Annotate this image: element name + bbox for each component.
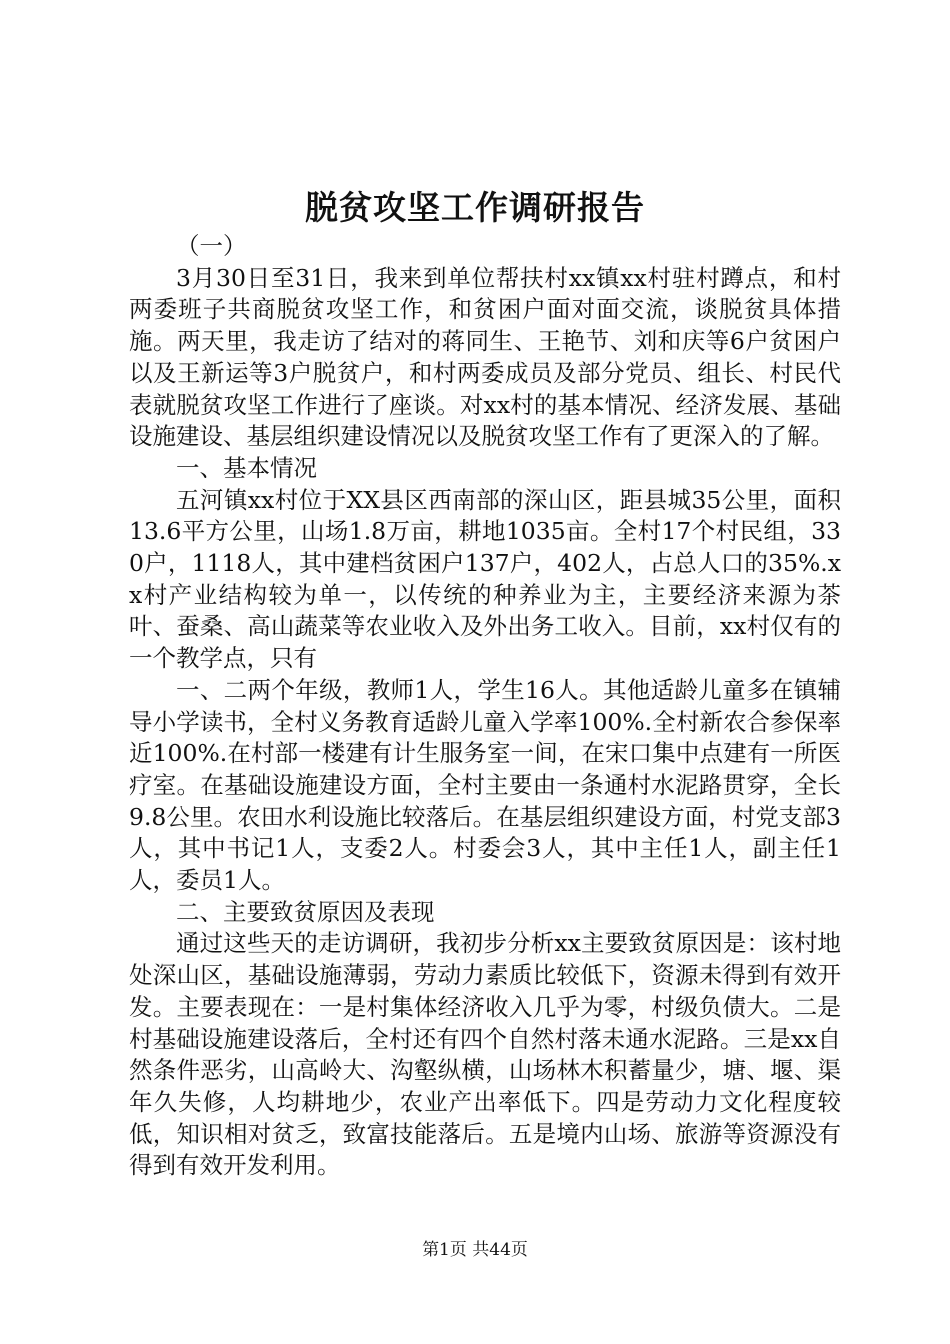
document-title: 脱贫攻坚工作调研报告: [305, 188, 645, 227]
document-body: [129, 231, 841, 1182]
heading-basic-situation: 一、基本情况: [176, 453, 317, 482]
paragraph-basic-situation: 五河镇xx村位于XX县区西南部的深山区，距县城35公里，面积13.6平方公里，山场1.8万亩，耕地1035亩。全村17个村民组，330户，1118人，其中建档贫困户137户，402人，占总人口的35%.xx村产业结构较为单一，以传统的种养业为主，主要经济来源为茶叶、蚕桑、高山蔬菜等农业收入及外出务工收入。目前，xx村仅有的一个教学点，只有: [129, 485, 841, 673]
paragraph-intro: 3月30日至31日，我来到单位帮扶村xx镇xx村驻村蹲点，和村两委班子共商脱贫攻坚工作，和贫困户面对面交流，谈脱贫具体措施。两天里，我走访了结对的蒋同生、王艳节、刘和庆等6户贫困户以及王新运等3户脱贫户，和村两委成员及部分党员、组长、村民代表就脱贫攻坚工作进行了座谈。对xx村的基本情况、经济发展、基础设施建设、基层组织建设情况以及脱贫攻坚工作有了更深入的了解。: [129, 263, 841, 451]
paragraph-poverty-causes: 通过这些天的走访调研，我初步分析xx主要致贫原因是：该村地处深山区，基础设施薄弱，劳动力素质比较低下，资源未得到有效开发。主要表现在：一是村集体经济收入几乎为零，村级负债大。二是村基础设施建设落后，全村还有四个自然村落未通水泥路。三是xx自然条件恶劣，山高岭大、沟壑纵横，山场林木积蓄量少，塘、堰、渠年久失修，人均耕地少，农业产出率低下。四是劳动力文化程度较低，知识相对贫乏，致富技能落后。五是境内山场、旅游等资源没有得到有效开发利用。: [129, 929, 841, 1180]
section-marker: （一）: [176, 232, 247, 260]
page-number-footer: 第1页 共44页: [422, 1240, 528, 1260]
heading-poverty-causes: 二、主要致贫原因及表现: [176, 897, 435, 926]
paragraph-education-infrastructure: 一、二两个年级，教师1人，学生16人。其他适龄儿童多在镇辅导小学读书，全村义务教育适龄儿童入学率100%.全村新农合参保率近100%.在村部一楼建有计生服务室一间，在宋口集中点建有一所医疗室。在基础设施建设方面，全村主要由一条通村水泥路贯穿，全长9.8公里。农田水利设施比较落后。在基层组织建设方面，村党支部3人，其中书记1人，支委2人。村委会3人，其中主任1人，副主任1人，委员1人。: [129, 675, 841, 895]
